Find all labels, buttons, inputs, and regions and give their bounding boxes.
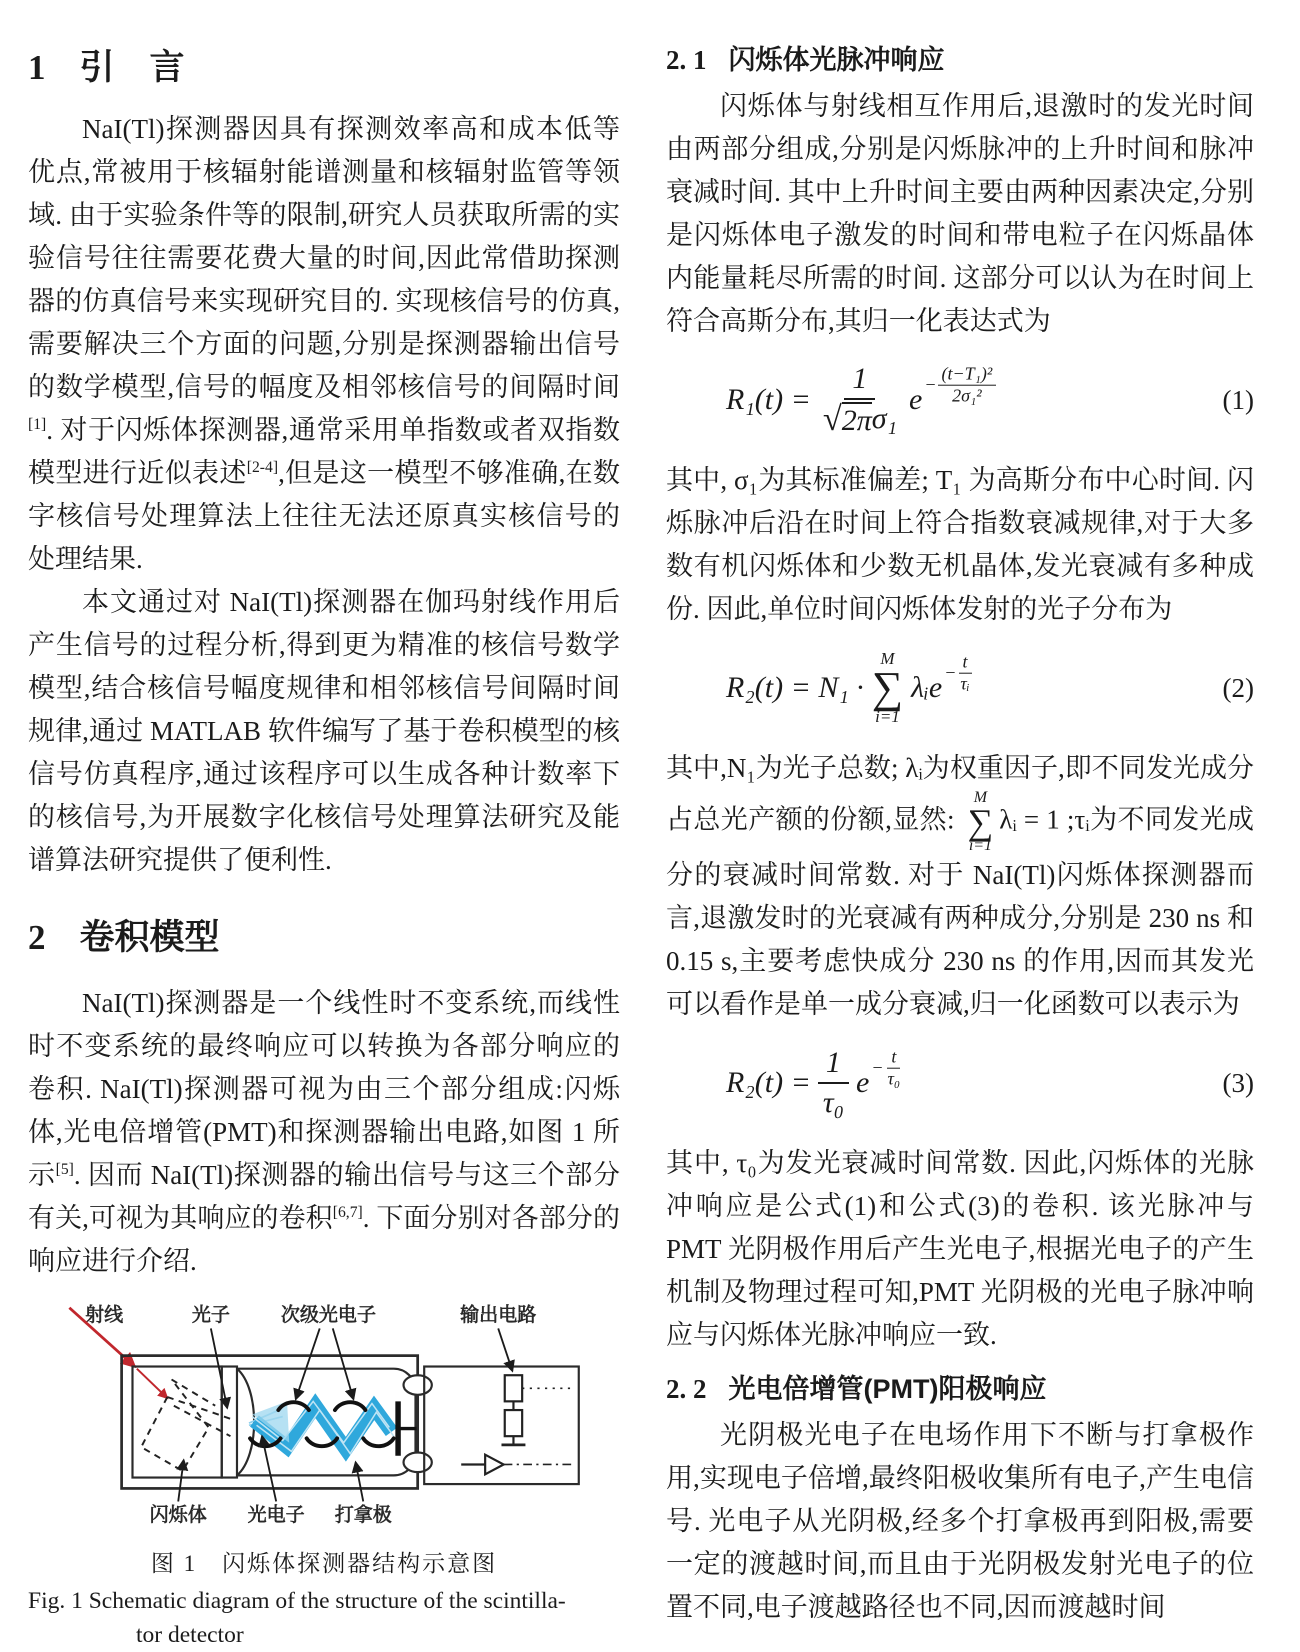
eq1-fraction: 1 √ 2π σ₁ — [822, 361, 898, 438]
section-2-1-heading — [666, 38, 1254, 77]
eq2-exponent: − $\frac{t}{\text{τᵢ}}$ — [944, 651, 970, 694]
pmt-window — [222, 1367, 237, 1478]
section-1-title: 引 言 — [79, 48, 185, 87]
right-column — [666, 34, 1254, 1652]
section-2-2-heading — [666, 1367, 1254, 1406]
section-1-number: 1 — [28, 48, 46, 87]
figure-1-diagram — [28, 1301, 594, 1530]
section-1-heading — [28, 40, 620, 90]
eq3-exponent: − $\frac{t}{\text{τ₀}}$ — [871, 1046, 901, 1089]
eq1-e-base: e — [909, 383, 923, 416]
sqrt-sign: √ — [822, 400, 842, 438]
pmt-anode-paragraph: 光阴极光电子在电场作用下不断与打拿极作用,实现电子倍增,最终阳极收集所有电子,产生电信号. 光电子从光阴极,经多个打拿极再到阳极,需要一定的渡越时间,而且由于光阴极发射光电子的位置不同,电子渡越路径也不同,因而渡越时间 — [666, 1420, 1254, 1623]
convolution-paragraph: NaI(Tl)探测器是一个线性时不变系统,而线性时不变系统的最终响应可以转换为各部分响应的卷积. NaI(Tl)探测器可视为由三个部分组成:闪烁体,光电倍增管(PMT)和探测器输出电路,如图 1 所示[5]. 因而 NaI(Tl)探测器的输出信号与这三个部分有关,可视为其响应的卷积[6,7]. 下面分别对各部分的响应进行介绍. — [28, 988, 621, 1276]
equation-1 — [666, 357, 1254, 443]
label-secondary-photoelectrons: 次级光电子 — [280, 1304, 377, 1326]
citation-ref: [2-4] — [246, 459, 279, 476]
figure-1-caption-en-line2: tor detector — [136, 1622, 244, 1648]
section-2-2-title: 光电倍增管(PMT)阳极响应 — [728, 1374, 1047, 1405]
output-circuit — [424, 1367, 579, 1485]
eq3-e-base: e — [856, 1066, 870, 1100]
label-dynode: 打拿极 — [334, 1505, 392, 1527]
figure-1-caption-en-line1: Fig. 1 Schematic diagram of the structure of the scintilla- — [28, 1588, 566, 1614]
equation-1-number: (1) — [1222, 384, 1254, 415]
anode — [398, 1401, 417, 1455]
inline-sum: M ∑ i=1 — [967, 789, 994, 855]
citation-ref: [5] — [55, 1161, 74, 1178]
amplifier-symbol — [485, 1455, 504, 1475]
equation-1-body — [726, 362, 997, 439]
equation-3-body — [726, 1046, 904, 1121]
section-2-heading — [28, 910, 620, 960]
intro-paragraph-2: 本文通过对 NaI(Tl)探测器在伽玛射线作用后产生信号的过程分析,得到更为精准的核信号数学模型,结合核信号幅度规律和相邻核信号间隔时间规律,通过 MATLAB 软件编写了基于卷积模型的核信号仿真程序,通过该程序可以生成各种计数率下的核信号,为开展数字化核信号处理算法研究及能谱算法研究提供了便利性. — [28, 587, 620, 875]
eq1-exponent: − $\frac{\text{(t−T₁)²}}{\text{2σ₁²}}$ — [924, 364, 997, 405]
eq2-mid: λᵢe — [911, 671, 943, 704]
section-2-number: 2 — [28, 918, 46, 957]
section-2-1-number: 2. 1 — [666, 45, 707, 75]
eq1-lhs: R₁(t) = — [726, 383, 811, 416]
scintillation-paragraph-4: 其中, τ₀为发光衰减时间常数. 因此,闪烁体的光脉冲响应是公式(1)和公式(3)的卷积. 该光脉冲与 PMT 光阴极作用后产生光电子,根据光电子的产生机制及物理过程可知,PMT 光阴极的光电子脉冲响应与闪烁体光脉冲响应一致. — [666, 1148, 1254, 1351]
citation-ref: [1] — [28, 416, 47, 433]
figure-1-caption-zh: 图 1 闪烁体探测器结构示意图 — [150, 1551, 498, 1576]
label-scintillator: 闪烁体 — [149, 1505, 207, 1527]
label-output-circuit: 输出电路 — [460, 1304, 537, 1326]
eq2-lhs: R₂(t) = N₁ · — [726, 671, 864, 704]
scintillation-paragraph-2: 其中, σ₁为其标准偏差; T₁ 为高斯分布中心时间. 闪烁脉冲后沿在时间上符合指数衰减规律,对于大多数有机闪烁体和少数无机晶体,发光衰减有多种成份. 因此,单位时间闪烁体发射的光子分布为 — [666, 465, 1254, 624]
intro-paragraph-1: NaI(Tl)探测器因具有探测效率高和成本低等优点,常被用于核辐射能谱测量和核辐射监管等领域. 由于实验条件等的限制,研究人员获取所需的实验信号往往需要花费大量的时间,因此常借助探测器的仿真信号来实现研究目的. 实现核信号的仿真,需要解决三个方面的问题,分别是探测器输出信号的数学模型,信号的幅度及相邻核信号的间隔时间[1]. 对于闪烁体探测器,通常采用单指数或者双指数模型进行近似表述[2-4],但是这一模型不够准确,在数字核信号处理算法上往往无法还原真实核信号的处理结果. — [28, 114, 621, 574]
equation-2 — [666, 645, 1254, 731]
scintillator-box — [132, 1367, 221, 1478]
equation-3-number: (3) — [1222, 1067, 1254, 1098]
equation-2-body — [726, 650, 974, 725]
section-2-2-number: 2. 2 — [666, 1374, 707, 1405]
scintillation-paragraph-3: 其中,N₁为光子总数; λᵢ为权重因子,即不同发光成分占总光产额的份额,显然: M ∑ i=1 λᵢ = 1 ;τᵢ为不同发光成分的衰减时间常数. 对于 NaI(Tl)闪烁体探测器而言,退激发时的光衰减有两种成分,分别是 230 ns 和 0.15 s,主要考虑快成分 230 ns 的作用,因而其发光可以看作是单一成分衰减,归一化函数可以表示为 — [666, 753, 1254, 1020]
scintillation-paragraph-1: 闪烁体与射线相互作用后,退激时的发光时间由两部分组成,分别是闪烁脉冲的上升时间和脉冲衰减时间. 其中上升时间主要由两种因素决定,分别是闪烁体电子激发的时间和带电粒子在闪烁晶体内能量耗尽所需的时间. 这部分可以认为在时间上符合高斯分布,其归一化表达式为 — [666, 91, 1254, 336]
figure-1-caption-en — [28, 1584, 620, 1652]
label-photoelectron: 光电子 — [247, 1505, 305, 1527]
left-column — [28, 34, 620, 1652]
label-photon: 光子 — [191, 1304, 230, 1326]
section-2-title: 卷积模型 — [79, 918, 220, 957]
label-ray: 射线 — [85, 1304, 124, 1326]
eq2-sum: M ∑ i=1 — [871, 649, 904, 726]
eq3-fraction: $\frac{1}{\text{τ₀}}$ — [817, 1046, 850, 1121]
eq3-lhs: R₂(t) = — [726, 1066, 811, 1100]
figure-1 — [28, 1301, 620, 1652]
photon-paths — [141, 1380, 230, 1471]
equation-2-number: (2) — [1222, 672, 1254, 703]
equation-3 — [666, 1040, 1254, 1126]
citation-ref: [6,7] — [332, 1204, 363, 1221]
section-2-1-title: 闪烁体光脉冲响应 — [728, 45, 945, 75]
